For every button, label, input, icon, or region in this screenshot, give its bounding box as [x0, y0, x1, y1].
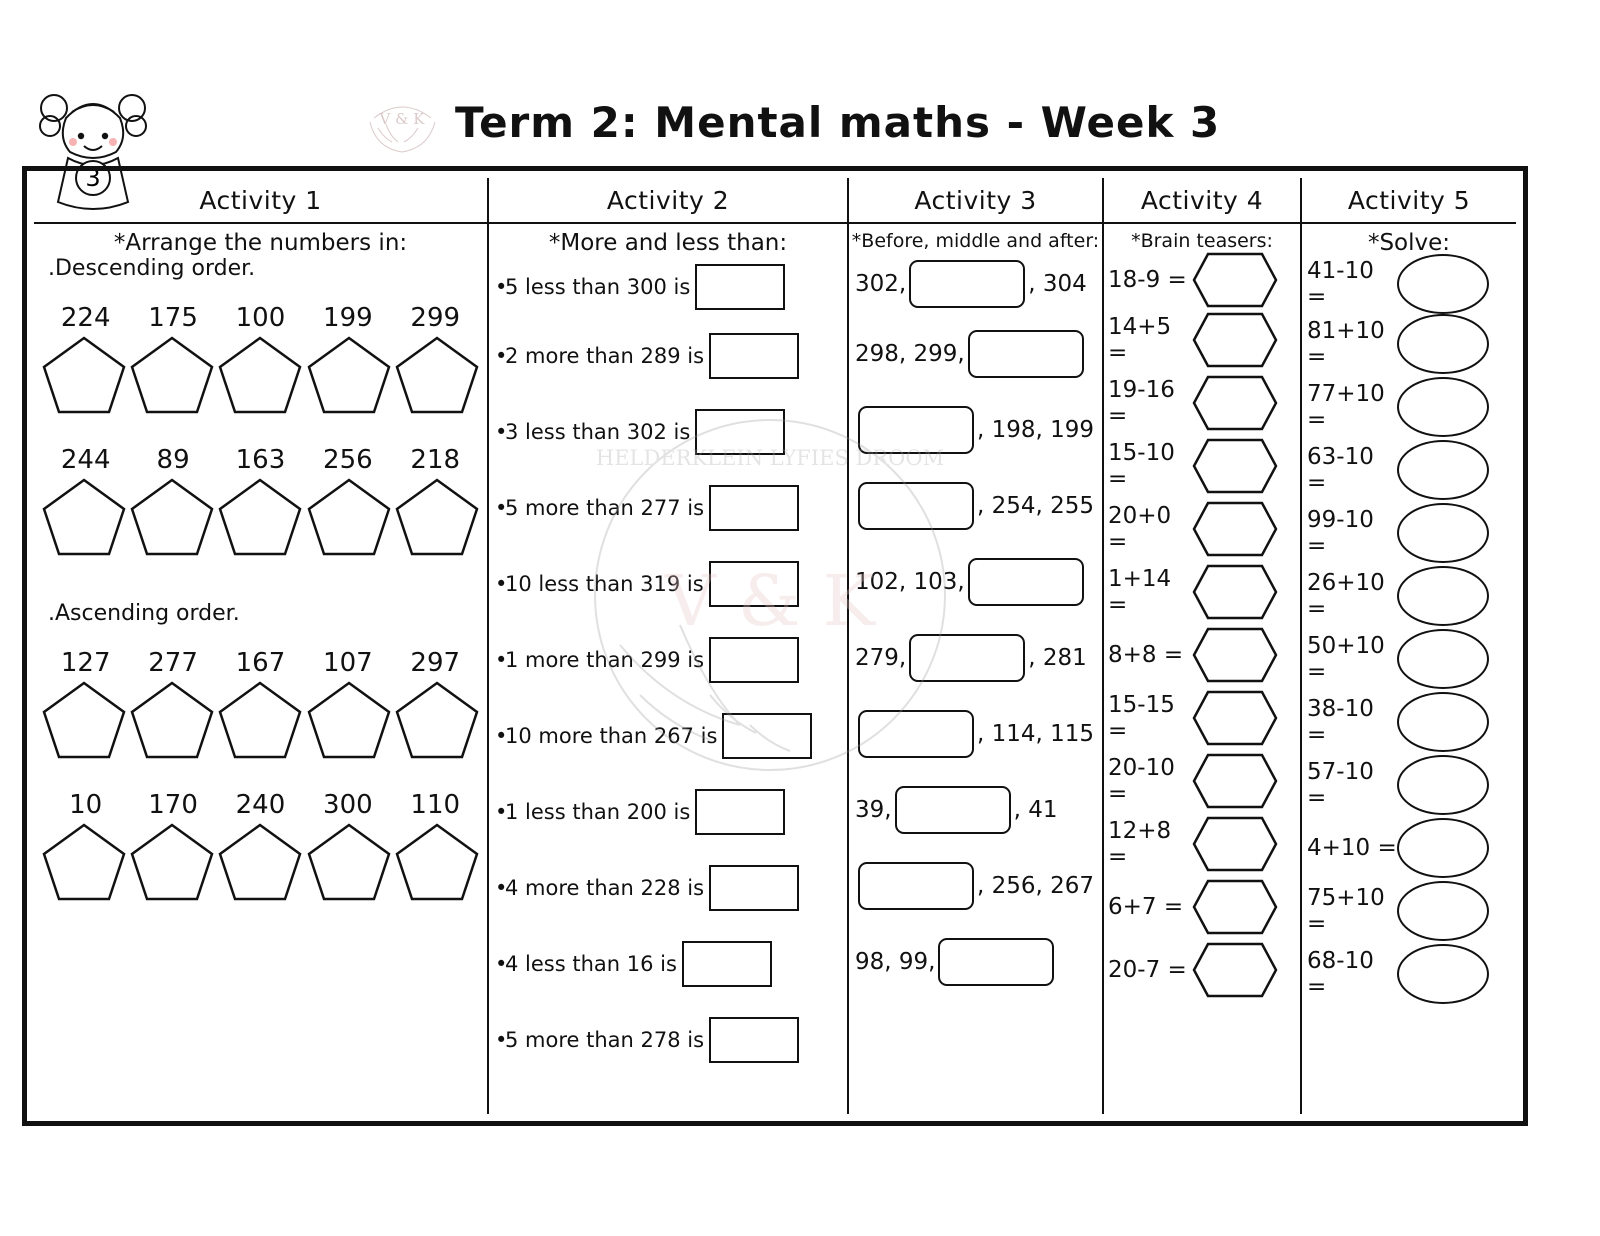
problem-text: 77+10 =: [1307, 380, 1385, 433]
problem-text: 99-10 =: [1307, 506, 1374, 559]
oval-answer-box[interactable]: [1397, 881, 1489, 941]
sequence-item: [849, 620, 1102, 696]
bullet-icon: •: [495, 496, 508, 520]
sequence-after: , 256, 267: [977, 873, 1095, 899]
oval-answer-box[interactable]: [1397, 692, 1489, 752]
sequence-item: [849, 772, 1102, 848]
number-cell: 10: [69, 790, 103, 820]
sequence-after: , 254, 255: [977, 493, 1095, 519]
problem-item: [1302, 690, 1516, 753]
list-item: [489, 774, 847, 850]
descending-label: .Descending order.: [48, 256, 256, 281]
question-text: 5 less than 300 is: [505, 275, 691, 299]
sequence-item: [849, 316, 1102, 392]
hexagon-answer-box[interactable]: [1192, 753, 1278, 809]
activity-5-heading: Activity 5: [1302, 178, 1516, 224]
list-item: [489, 394, 847, 470]
activity-3-heading: Activity 3: [849, 178, 1102, 224]
number-cell: 107: [323, 648, 373, 678]
problem-item: [1302, 627, 1516, 690]
number-row: [34, 790, 487, 820]
activity-3-column: [849, 178, 1104, 1114]
question-text: 1 less than 200 is: [505, 800, 691, 824]
problem-text: 6+7 =: [1108, 893, 1184, 920]
problem-text: 68-10 =: [1307, 947, 1374, 1000]
question-text: 10 more than 267 is: [505, 724, 718, 748]
activity-4-heading: Activity 4: [1104, 178, 1300, 224]
pentagon-answer-box[interactable]: [41, 335, 127, 415]
problem-item: [1302, 942, 1516, 1005]
hexagon-answer-box[interactable]: [1192, 438, 1278, 494]
sequence-item: [849, 468, 1102, 544]
number-cell: 163: [235, 445, 286, 475]
problem-item: [1104, 560, 1300, 623]
bullet-icon: •: [495, 420, 508, 444]
number-cell: 218: [410, 445, 461, 475]
mascot-number: 3: [85, 164, 101, 192]
problem-item: [1302, 375, 1516, 438]
pentagon-answer-box[interactable]: [394, 335, 480, 415]
list-item: [489, 850, 847, 926]
answer-box[interactable]: [709, 865, 799, 911]
hexagon-answer-box[interactable]: [1192, 879, 1278, 935]
answer-box[interactable]: [858, 406, 974, 454]
hexagon-answer-box[interactable]: [1192, 564, 1278, 620]
hexagon-answer-box[interactable]: [1192, 252, 1278, 308]
question-text: 10 less than 319 is: [505, 572, 704, 596]
problem-item: [1104, 434, 1300, 497]
bullet-icon: •: [495, 952, 508, 976]
number-cell: 127: [60, 648, 111, 678]
hexagon-answer-box[interactable]: [1192, 942, 1278, 998]
pentagon-answer-box[interactable]: [217, 680, 303, 760]
sequence-before: 102, 103,: [855, 569, 965, 595]
problem-item: [1104, 938, 1300, 1001]
pentagon-answer-box[interactable]: [217, 822, 303, 902]
answer-box[interactable]: [895, 786, 1011, 834]
activity-1-column: [34, 178, 489, 1114]
activity-2-column: [489, 178, 849, 1114]
pentagon-answer-box[interactable]: [129, 680, 215, 760]
problem-item: [1104, 875, 1300, 938]
sequence-item: [849, 392, 1102, 468]
problem-text: 63-10 =: [1307, 443, 1374, 496]
list-item: [489, 622, 847, 698]
sequence-item: [849, 848, 1102, 924]
number-cell: 100: [235, 303, 286, 333]
oval-answer-box[interactable]: [1397, 818, 1489, 878]
problem-text: 57-10 =: [1307, 758, 1374, 811]
problem-text: 20-10 =: [1108, 754, 1175, 807]
problem-text: 8+8 =: [1108, 641, 1184, 668]
sequence-after: , 304: [1028, 271, 1087, 297]
bullet-icon: •: [495, 724, 508, 748]
answer-box[interactable]: [858, 482, 974, 530]
list-item: [489, 256, 847, 318]
number-row: [34, 303, 487, 333]
problem-text: 81+10 =: [1307, 317, 1385, 370]
problem-item: [1104, 497, 1300, 560]
sequence-item: [849, 696, 1102, 772]
bullet-icon: •: [495, 275, 508, 299]
oval-answer-box[interactable]: [1397, 254, 1489, 314]
question-text: 5 more than 278 is: [505, 1028, 705, 1052]
sequence-item: [849, 252, 1102, 316]
problem-text: 50+10 =: [1307, 632, 1385, 685]
number-cell: 199: [323, 303, 373, 333]
problem-text: 18-9 =: [1108, 267, 1187, 293]
pentagon-answer-box[interactable]: [306, 822, 392, 902]
activity-3-instruction: *Before, middle and after:: [851, 230, 1100, 252]
pentagon-answer-box[interactable]: [306, 680, 392, 760]
question-text: 4 more than 228 is: [505, 876, 705, 900]
answer-box[interactable]: [909, 260, 1025, 308]
problem-item: [1302, 438, 1516, 501]
answer-box[interactable]: [709, 333, 799, 379]
bullet-icon: •: [495, 800, 508, 824]
number-cell: 89: [156, 445, 190, 475]
problem-text: 4+10 =: [1307, 834, 1397, 861]
answer-box[interactable]: [695, 409, 785, 455]
number-cell: 175: [148, 303, 198, 333]
brand-logo-text: V & K: [379, 110, 425, 128]
answer-box[interactable]: [858, 710, 974, 758]
watermark-text: HELDERKLEIN LYFIES DROOM: [595, 446, 945, 470]
activity-4-column: [1104, 178, 1302, 1114]
oval-answer-box[interactable]: [1397, 944, 1489, 1004]
list-item: [489, 470, 847, 546]
answer-box[interactable]: [709, 1017, 799, 1063]
activity-5-instruction: *Solve:: [1367, 230, 1451, 256]
problem-item: [1302, 879, 1516, 942]
answer-box[interactable]: [858, 862, 974, 910]
problem-item: [1302, 816, 1516, 879]
number-cell: 299: [410, 303, 461, 333]
problem-item: [1104, 252, 1300, 308]
problem-text: 26+10 =: [1307, 569, 1385, 622]
bullet-icon: •: [495, 344, 508, 368]
activity-1-heading: Activity 1: [34, 178, 487, 224]
problem-text: 19-16 =: [1108, 376, 1175, 429]
problem-item: [1104, 308, 1300, 371]
list-item: [489, 1002, 847, 1078]
oval-answer-box[interactable]: [1397, 629, 1489, 689]
number-cell: 110: [410, 790, 461, 820]
ascending-label: .Ascending order.: [48, 601, 240, 626]
answer-box[interactable]: [968, 330, 1084, 378]
pentagon-answer-row[interactable]: [34, 680, 487, 760]
sequence-item: [849, 544, 1102, 620]
oval-answer-box[interactable]: [1397, 566, 1489, 626]
worksheet-grid: [34, 178, 1516, 1114]
sequence-after: , 281: [1028, 645, 1087, 671]
list-item: [489, 318, 847, 394]
oval-answer-box[interactable]: [1397, 440, 1489, 500]
problem-item: [1104, 371, 1300, 434]
list-item: [489, 546, 847, 622]
bullet-icon: •: [495, 648, 508, 672]
pentagon-answer-row[interactable]: [34, 335, 487, 415]
pentagon-answer-box[interactable]: [306, 477, 392, 557]
answer-box[interactable]: [695, 264, 785, 310]
bullet-icon: •: [495, 876, 508, 900]
problem-item: [1104, 686, 1300, 749]
pentagon-answer-box[interactable]: [129, 477, 215, 557]
answer-box[interactable]: [909, 634, 1025, 682]
problem-text: 38-10 =: [1307, 695, 1374, 748]
bullet-icon: •: [495, 1028, 508, 1052]
watermark-initials: V & K: [665, 560, 875, 642]
problem-text: 12+8 =: [1108, 817, 1172, 870]
question-text: 3 less than 302 is: [505, 420, 691, 444]
question-text: 2 more than 289 is: [505, 344, 705, 368]
pentagon-answer-box[interactable]: [306, 335, 392, 415]
brand-logo-icon: [360, 88, 445, 158]
activity-2-heading: Activity 2: [489, 178, 847, 224]
pentagon-answer-box[interactable]: [129, 822, 215, 902]
list-item: [489, 698, 847, 774]
activity-5-column: [1302, 178, 1516, 1114]
answer-box[interactable]: [968, 558, 1084, 606]
activity-1-instruction: *Arrange the numbers in:: [113, 230, 408, 256]
problem-text: 75+10 =: [1307, 884, 1385, 937]
answer-box[interactable]: [709, 561, 799, 607]
hexagon-answer-box[interactable]: [1192, 627, 1278, 683]
problem-item: [1302, 753, 1516, 816]
hexagon-answer-box[interactable]: [1192, 375, 1278, 431]
problem-item: [1104, 623, 1300, 686]
sequence-before: 302,: [855, 271, 907, 297]
problem-item: [1302, 564, 1516, 627]
pentagon-answer-row[interactable]: [34, 477, 487, 557]
question-text: 4 less than 16 is: [505, 952, 677, 976]
page-header: [0, 0, 1600, 192]
pentagon-answer-box[interactable]: [217, 477, 303, 557]
problem-text: 20-7 =: [1108, 956, 1187, 983]
activity-2-instruction: *More and less than:: [548, 230, 788, 256]
pentagon-answer-row[interactable]: [34, 822, 487, 902]
pentagon-answer-box[interactable]: [129, 335, 215, 415]
problem-item: [1104, 749, 1300, 812]
problem-item: [1302, 312, 1516, 375]
answer-box[interactable]: [938, 938, 1054, 986]
sequence-before: 39,: [855, 797, 892, 823]
sequence-after: , 198, 199: [977, 417, 1095, 443]
pentagon-answer-box[interactable]: [41, 477, 127, 557]
problem-text: 20+0 =: [1108, 502, 1172, 555]
hexagon-answer-box[interactable]: [1192, 501, 1278, 557]
sequence-after: , 41: [1013, 797, 1058, 823]
sequence-before: 298, 299,: [855, 341, 965, 367]
list-item: [489, 926, 847, 1002]
sequence-before: 98, 99,: [855, 949, 936, 975]
sequence-item: [849, 924, 1102, 1000]
hexagon-answer-box[interactable]: [1192, 312, 1278, 368]
oval-answer-box[interactable]: [1397, 755, 1489, 815]
hexagon-answer-box[interactable]: [1192, 816, 1278, 872]
number-cell: 240: [235, 790, 286, 820]
page-title: Term 2: Mental maths - Week 3: [455, 98, 1221, 147]
oval-answer-box[interactable]: [1397, 377, 1489, 437]
problem-text: 41-10 =: [1307, 258, 1374, 310]
bullet-icon: •: [495, 572, 508, 596]
answer-box[interactable]: [709, 485, 799, 531]
answer-box[interactable]: [695, 789, 785, 835]
problem-text: 14+5 =: [1108, 313, 1172, 366]
oval-answer-box[interactable]: [1397, 314, 1489, 374]
number-cell: 170: [148, 790, 198, 820]
pentagon-answer-box[interactable]: [394, 822, 480, 902]
problem-item: [1302, 501, 1516, 564]
problem-item: [1302, 256, 1516, 312]
activity-4-instruction: *Brain teasers:: [1131, 230, 1273, 252]
hexagon-answer-box[interactable]: [1192, 690, 1278, 746]
number-row: [34, 648, 487, 678]
answer-box[interactable]: [722, 713, 812, 759]
number-row: [34, 445, 487, 475]
number-cell: 244: [60, 445, 111, 475]
question-text: 5 more than 277 is: [505, 496, 705, 520]
problem-text: 1+14 =: [1108, 565, 1172, 618]
pentagon-answer-box[interactable]: [217, 335, 303, 415]
answer-box[interactable]: [682, 941, 772, 987]
number-cell: 224: [60, 303, 111, 333]
pentagon-answer-box[interactable]: [41, 822, 127, 902]
number-cell: 167: [235, 648, 286, 678]
sequence-before: 279,: [855, 645, 907, 671]
number-cell: 297: [410, 648, 461, 678]
oval-answer-box[interactable]: [1397, 503, 1489, 563]
pentagon-answer-box[interactable]: [41, 680, 127, 760]
number-cell: 300: [323, 790, 373, 820]
problem-text: 15-15 =: [1108, 691, 1175, 744]
pentagon-answer-box[interactable]: [394, 680, 480, 760]
problem-text: 15-10 =: [1108, 439, 1175, 492]
answer-box[interactable]: [709, 637, 799, 683]
pentagon-answer-box[interactable]: [394, 477, 480, 557]
number-cell: 256: [323, 445, 373, 475]
number-cell: 277: [148, 648, 198, 678]
sequence-after: , 114, 115: [977, 721, 1095, 747]
problem-item: [1104, 812, 1300, 875]
question-text: 1 more than 299 is: [505, 648, 705, 672]
